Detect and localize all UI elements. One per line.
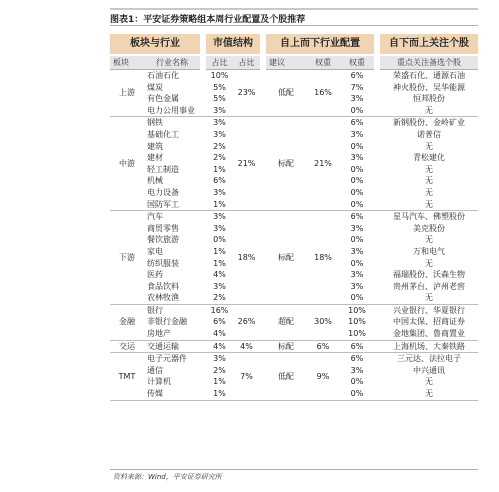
industry-weight-cell: 10% [340, 328, 374, 340]
industry-cell: 餐饮旅游 [147, 235, 179, 245]
industry-share-cell: 1% [213, 377, 226, 387]
industry-weight-cell: 3% [350, 281, 364, 291]
stocks-cell: 无 [425, 187, 434, 197]
industry-weight-cell: 3% [350, 270, 364, 280]
table-row [110, 340, 478, 353]
stocks-cell: 无 [380, 292, 478, 304]
table-row [110, 70, 478, 82]
sector-share-cell: 26% [233, 304, 260, 340]
industry-weight-cell: 7% [350, 82, 364, 92]
industry-cell: 银行 [147, 305, 163, 315]
industry-cell: 农林牧渔 [144, 292, 200, 304]
industry-cell: 机械 [147, 176, 163, 186]
sector-share-cell: 21% [233, 117, 260, 211]
industry-weight-cell: 10% [348, 305, 366, 315]
stocks-cell: 上海机场、大秦铁路 [380, 340, 478, 353]
industry-weight-cell: 0% [350, 164, 364, 174]
sector-weight-cell: 21% [306, 117, 340, 211]
gap-cell [260, 365, 266, 377]
industry-weight-cell: 6% [350, 212, 364, 222]
sector-share-cell: 4% [233, 340, 260, 353]
industry-cell: 建材 [147, 153, 163, 163]
industry-cell: 传媒 [144, 388, 200, 400]
title-divider [110, 25, 478, 26]
sector-cell: 上游 [110, 70, 144, 117]
industry-cell: 国防军工 [144, 199, 200, 211]
industry-cell: 电子元器件 [147, 354, 187, 364]
gap-cell [260, 223, 266, 235]
industry-weight-cell: 3% [350, 94, 364, 104]
industry-share-cell: 3% [206, 105, 233, 117]
sector-cell: 金融 [110, 304, 144, 340]
sector-weight-cell: 18% [306, 211, 340, 305]
stocks-cell: 无 [425, 235, 434, 245]
stocks-cell: 无 [380, 388, 478, 400]
stocks-cell: 三元达、法拉电子 [397, 354, 462, 364]
stocks-cell: 万和电气 [413, 246, 446, 256]
stocks-cell: 无 [425, 377, 434, 387]
industry-cell: 电力公用事业 [144, 105, 200, 117]
advice-cell: 标配 [266, 117, 306, 211]
industry-share-cell: 5% [213, 94, 226, 104]
sector-cell: TMT [110, 353, 144, 400]
industry-weight-cell: 6% [350, 354, 364, 364]
industry-weight-cell: 0% [340, 199, 374, 211]
industry-cell: 电力设备 [147, 187, 179, 197]
industry-cell: 非银行金融 [147, 317, 187, 327]
gap-cell [260, 105, 266, 117]
industry-weight-cell: 6% [350, 118, 364, 128]
industry-weight-cell: 6% [350, 71, 364, 80]
industry-share-cell: 2% [213, 153, 226, 163]
gap-cell [260, 141, 266, 153]
industry-share-cell: 3% [213, 129, 226, 139]
table-row [110, 211, 478, 223]
stocks-cell: 无 [425, 176, 434, 186]
industry-share-cell: 6% [213, 176, 226, 186]
gap-cell [260, 246, 266, 258]
industry-share-cell: 1% [206, 199, 233, 211]
stocks-cell: 兴业银行、华夏银行 [393, 305, 466, 315]
sector-share-cell: 18% [233, 211, 260, 305]
header-bottom-up: 自下而上关注个股 [380, 34, 478, 55]
industry-cell: 商贸零售 [147, 223, 179, 233]
sector-share-cell: 23% [233, 70, 260, 117]
advice-cell: 低配 [266, 353, 306, 400]
header-market-cap: 市值结构 [206, 34, 260, 55]
industry-share-cell: 3% [213, 281, 226, 291]
gap-cell [260, 269, 266, 281]
industry-weight-cell: 0% [350, 377, 364, 387]
advice-cell: 低配 [266, 70, 306, 117]
industry-cell: 家电 [147, 246, 163, 256]
industry-share-cell: 2% [213, 141, 226, 151]
industry-share-cell: 1% [213, 258, 226, 268]
industry-share-cell: 4% [213, 270, 226, 280]
industry-share-cell: 10% [210, 71, 229, 80]
industry-weight-cell: 3% [350, 153, 364, 163]
table-row [110, 117, 478, 129]
industry-cell: 食品饮料 [147, 281, 179, 291]
industry-cell: 交通运输 [144, 340, 200, 353]
industry-cell: 建筑 [147, 141, 163, 151]
industry-weight-cell: 3% [350, 129, 364, 139]
industry-weight-cell: 0% [350, 141, 364, 151]
table-body [110, 70, 478, 401]
industry-weight-cell: 0% [340, 388, 374, 400]
stocks-cell: 诺普信 [417, 129, 442, 139]
industry-share-cell: 4% [206, 340, 233, 353]
industry-cell: 纺织服装 [147, 258, 179, 268]
header-sector-industry: 板块与行业 [110, 34, 200, 55]
industry-weight-cell: 0% [340, 105, 374, 117]
subheader-advice: 建议 [266, 55, 306, 70]
gap-cell [260, 292, 266, 304]
industry-share-cell: 16% [210, 305, 229, 315]
industry-share-cell: 2% [206, 292, 233, 304]
stocks-cell: 青松建化 [413, 153, 446, 163]
gap-cell [260, 376, 266, 388]
industry-cell: 钢铁 [147, 118, 163, 128]
industry-cell: 煤炭 [147, 82, 163, 92]
gap-cell [260, 152, 266, 164]
sector-weight-cell: 6% [306, 340, 340, 353]
industry-weight-cell: 3% [350, 246, 364, 256]
gap-cell [260, 129, 266, 141]
header-top-down: 自上而下行业配置 [266, 34, 374, 55]
stocks-cell: 福瑞股份、沃森生物 [393, 270, 466, 280]
sector-weight-cell: 9% [306, 353, 340, 400]
sector-cell: 交运 [110, 340, 144, 353]
industry-share-cell: 3% [213, 223, 226, 233]
subheader-industry: 行业名称 [144, 55, 200, 70]
gap-cell [260, 175, 266, 187]
stocks-cell: 中兴通讯 [413, 365, 446, 375]
industry-weight-cell: 0% [350, 258, 364, 268]
source-note: 资料来源：Wind，平安证券研究所 [113, 473, 222, 481]
industry-weight-cell: 3% [350, 223, 364, 233]
stocks-cell: 金地集团、鲁商置业 [380, 328, 478, 340]
sector-share-cell: 7% [233, 353, 260, 400]
stocks-cell: 中国太保、招商证券 [393, 317, 466, 327]
industry-weight-cell: 0% [350, 235, 364, 245]
subheader-weight: 权重 [306, 55, 340, 70]
stocks-cell: 星马汽车、佛塑股份 [393, 212, 466, 222]
gap-cell [260, 316, 266, 328]
top-divider [110, 8, 478, 10]
table-subheader-row [110, 55, 478, 70]
sector-weight-cell: 30% [306, 304, 340, 340]
figure-title: 图表1：平安证券策略组本周行业配置及个股推荐 [110, 15, 306, 25]
gap-cell [260, 258, 266, 270]
industry-cell: 房地产 [144, 328, 200, 340]
industry-share-cell: 1% [213, 164, 226, 174]
stocks-cell: 美克股份 [413, 223, 446, 233]
industry-weight-cell: 0% [350, 187, 364, 197]
stocks-cell: 神火股份、吴华能源 [393, 82, 466, 92]
stocks-cell: 贵州茅台、泸州老窖 [393, 281, 466, 291]
industry-cell: 基础化工 [147, 129, 179, 139]
stocks-cell: 荣盛石化、通源石油 [393, 71, 466, 80]
advice-cell: 标配 [266, 211, 306, 305]
stocks-cell: 无 [425, 141, 434, 151]
footer-divider [110, 469, 478, 470]
subheader-weight-2: 权重 [340, 55, 374, 70]
subheader-share-1: 占比 [206, 55, 233, 70]
industry-share-cell: 2% [213, 365, 226, 375]
industry-share-cell: 4% [206, 328, 233, 340]
industry-cell: 通信 [147, 365, 163, 375]
advice-cell: 标配 [266, 340, 306, 353]
gap-cell [260, 93, 266, 105]
table-row [110, 353, 478, 365]
advice-cell: 超配 [266, 304, 306, 340]
industry-cell: 医药 [147, 270, 163, 280]
industry-share-cell: 0% [213, 235, 226, 245]
industry-weight-cell: 3% [350, 365, 364, 375]
stocks-cell: 恒邦股份 [413, 94, 446, 104]
sector-weight-cell: 16% [306, 70, 340, 117]
industry-share-cell: 6% [213, 317, 226, 327]
stocks-cell: 无 [425, 164, 434, 174]
stocks-cell: 新钢股份、金岭矿业 [393, 118, 466, 128]
stocks-cell: 无 [425, 258, 434, 268]
industry-share-cell: 5% [213, 82, 226, 92]
industry-weight-cell: 0% [350, 176, 364, 186]
industry-share-cell: 1% [206, 388, 233, 400]
stocks-cell: 无 [380, 105, 478, 117]
gap-cell [260, 199, 266, 211]
industry-share-cell: 3% [213, 354, 226, 364]
sector-cell: 中游 [110, 117, 144, 211]
subheader-share-2: 占比 [233, 55, 260, 70]
gap-cell [260, 82, 266, 94]
industry-cell: 汽车 [147, 212, 163, 222]
industry-weight-cell: 6% [340, 340, 374, 353]
industry-weight-cell: 10% [348, 317, 366, 327]
industry-share-cell: 3% [213, 212, 226, 222]
allocation-table [110, 34, 478, 401]
gap-cell [260, 328, 266, 340]
subheader-stocks: 重点关注备选个股 [380, 55, 478, 70]
gap-cell [260, 164, 266, 176]
industry-share-cell: 3% [213, 187, 226, 197]
stocks-cell: 无 [380, 199, 478, 211]
table-row [110, 304, 478, 316]
gap-cell [260, 281, 266, 293]
industry-share-cell: 1% [213, 246, 226, 256]
industry-share-cell: 3% [213, 118, 226, 128]
sector-cell: 下游 [110, 211, 144, 305]
industry-cell: 有色金属 [147, 94, 179, 104]
industry-weight-cell: 0% [340, 292, 374, 304]
industry-cell: 石油石化 [147, 71, 179, 80]
industry-cell: 计算机 [147, 377, 171, 387]
gap-cell [260, 388, 266, 400]
industry-cell: 轻工制造 [147, 164, 179, 174]
subheader-sector: 板块 [110, 55, 144, 70]
gap-cell [260, 187, 266, 199]
table-header-row [110, 34, 478, 55]
gap-cell [260, 234, 266, 246]
